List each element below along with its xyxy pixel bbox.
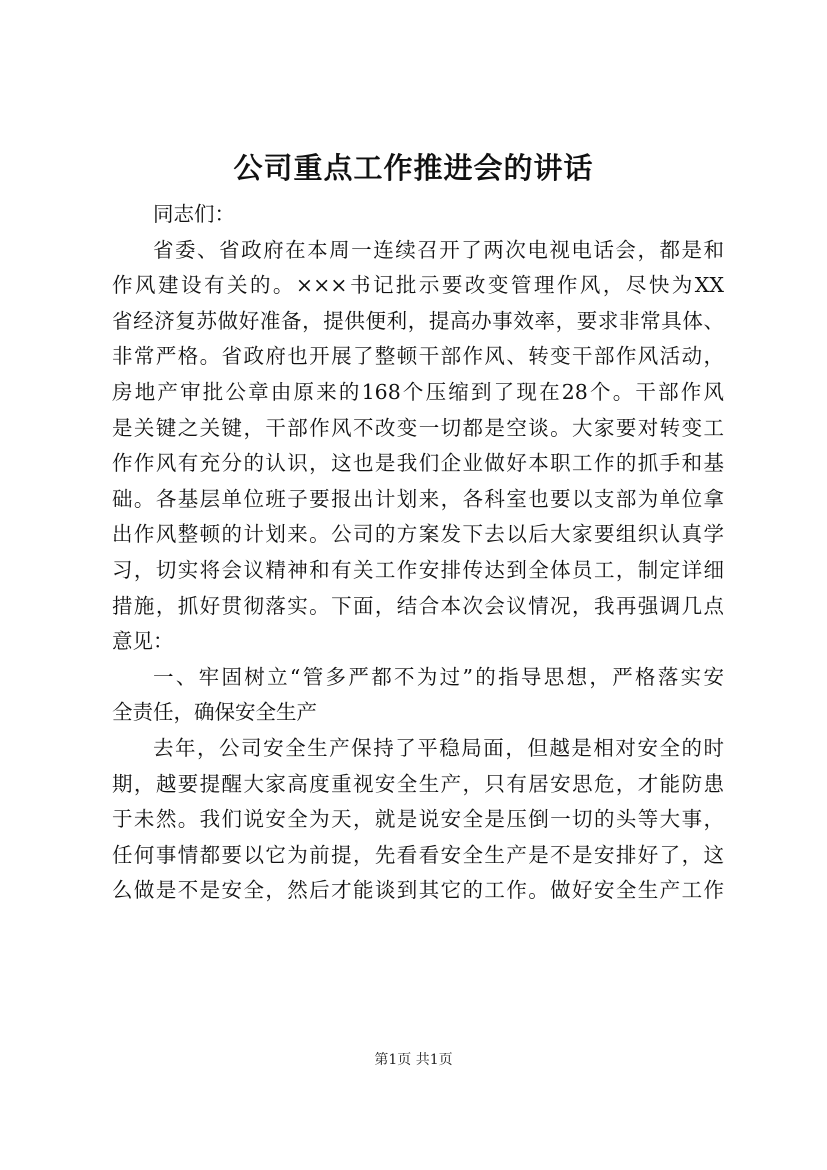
paragraph-line: 是关键之关键，干部作风不改变一切都是空谈。大家要对转变工 bbox=[112, 415, 724, 440]
paragraph-line: 出作风整顿的计划来。公司的方案发下去以后大家要组织认真学 bbox=[112, 522, 724, 547]
paragraph-line: 作风建设有关的。×××书记批示要改变管理作风，尽快为XX bbox=[112, 273, 724, 298]
paragraph-line: 期，越要提醒大家高度重视安全生产，只有居安思危，才能防患 bbox=[112, 771, 724, 796]
paragraph-line: 省经济复苏做好准备，提供便利，提高办事效率，要求非常具体、 bbox=[112, 308, 724, 333]
paragraph-line: 非常严格。省政府也开展了整顿干部作风、转变干部作风活动， bbox=[112, 344, 724, 369]
paragraph-line: 作作风有充分的认识，这也是我们企业做好本职工作的抓手和基 bbox=[112, 451, 724, 476]
paragraph-line: 意见： bbox=[112, 629, 174, 654]
paragraph-line: 房地产审批公章由原来的168个压缩到了现在28个。干部作风 bbox=[112, 379, 724, 404]
section-heading-line: 全责任，确保安全生产 bbox=[112, 700, 317, 725]
paragraph-line: 去年，公司安全生产保持了平稳局面，但越是相对安全的时 bbox=[153, 735, 724, 760]
page-footer: 第1页 共1页 bbox=[374, 1052, 453, 1068]
paragraph-line: 础。各基层单位班子要报出计划来，各科室也要以支部为单位拿 bbox=[112, 486, 724, 511]
paragraph-line: 么做是不是安全，然后才能谈到其它的工作。做好安全生产工作 bbox=[112, 878, 724, 903]
document-body bbox=[112, 197, 724, 909]
section-heading-line: 一、牢固树立“管多严都不为过”的指导思想，严格落实安 bbox=[153, 664, 724, 689]
salutation-line: 同志们： bbox=[153, 202, 235, 226]
paragraph-line: 措施，抓好贯彻落实。下面，结合本次会议情况，我再强调几点 bbox=[112, 593, 724, 618]
paragraph-line: 任何事情都要以它为前提，先看看安全生产是不是安排好了，这 bbox=[112, 842, 724, 867]
paragraph-line: 习，切实将会议精神和有关工作安排传达到全体员工，制定详细 bbox=[112, 557, 724, 582]
document-title: 公司重点工作推进会的讲话 bbox=[233, 151, 594, 185]
paragraph-line: 于未然。我们说安全为天，就是说安全是压倒一切的头等大事， bbox=[112, 807, 724, 832]
paragraph-line: 省委、省政府在本周一连续召开了两次电视电话会，都是和 bbox=[153, 237, 724, 262]
